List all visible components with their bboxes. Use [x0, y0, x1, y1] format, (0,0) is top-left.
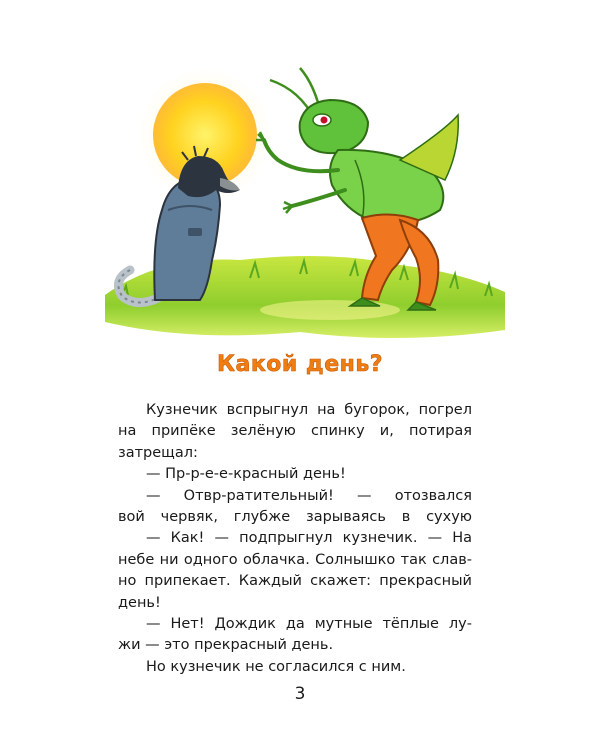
- story-line: день!: [118, 594, 161, 611]
- story-line: на припёке зелёную спинку и, потирая: [118, 423, 472, 440]
- story-line: — Нет! Дождик да мутные тёплые лу-: [146, 615, 472, 632]
- story-line: — Отвр-ратительный! — отозвался: [146, 487, 472, 504]
- story-line: Кузнечик вспрыгнул на бугорок, погрел: [146, 402, 472, 418]
- story-line: — Пр-р-е-е-красный день!: [146, 466, 346, 483]
- story-line: небе ни одного облачка. Солнышко так слав-: [118, 551, 472, 568]
- page-number: 3: [294, 684, 306, 704]
- story-text: [118, 400, 472, 678]
- story-title: Какой день?: [216, 352, 383, 377]
- story-line: — Как! — подпрыгнул кузнечик. — На: [146, 530, 472, 547]
- story-line: жи — это прекрасный день.: [118, 637, 334, 654]
- story-line: Но кузнечик не согласился с ним.: [146, 658, 406, 675]
- story-line: но припекает. Каждый скажет: прекрасный: [118, 573, 472, 590]
- story-line: затрещал:: [118, 444, 198, 461]
- story-illustration: [100, 60, 510, 340]
- story-line: вой червяк, глубже зарываясь в сухую: [118, 508, 472, 525]
